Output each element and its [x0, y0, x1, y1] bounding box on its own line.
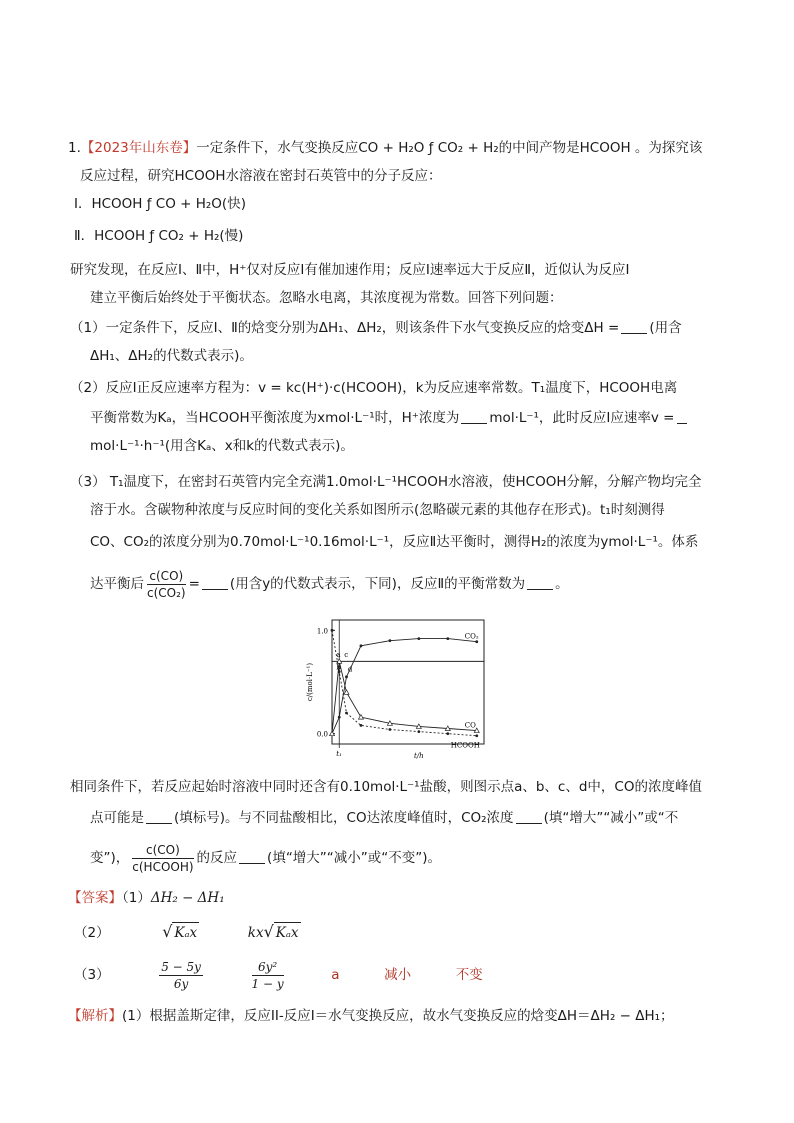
answer-line-3 [74, 955, 483, 995]
data-point [345, 712, 348, 715]
fraction-numerator: c(CO) [147, 568, 186, 585]
answer-2b: Kₐx [274, 922, 301, 943]
part-1-line-1 [70, 318, 682, 338]
point-label-a: a [336, 651, 341, 660]
question-line-4: 建立平衡后始终处于平衡状态。忽略水电离，其浓度视为常数。回答下列问题： [90, 290, 563, 306]
series-label: CO [464, 721, 476, 730]
data-point [475, 734, 478, 737]
y-tick-label: 0.0 [316, 730, 328, 739]
part-3-text-c: 。 [555, 576, 569, 592]
analysis-line [68, 1006, 674, 1026]
fraction-numerator: 5 − 5y [161, 959, 201, 974]
fraction-co-hcooh [132, 842, 193, 875]
answer-blank [461, 409, 487, 424]
data-point [344, 690, 349, 695]
answer-1-number: （1） [122, 890, 151, 906]
part-4-text-d: 变”)， [90, 850, 130, 866]
part-4-line-2 [90, 808, 678, 828]
part-3-text-b: (用含y的代数式表示，下同)，反应Ⅱ的平衡常数为 [229, 576, 526, 592]
data-point [475, 640, 478, 643]
question-line-2: 反应过程，研究HCOOH水溶液在密封石英管中的分子反应： [80, 168, 442, 184]
sqrt-icon: √ [263, 922, 274, 941]
fraction-numerator: 6y² [252, 959, 284, 976]
answer-blank [202, 575, 228, 590]
point-label-b: b [336, 663, 341, 672]
part-3-line-2: 溶于水。含碳物种浓度与反应时间的变化关系如图所示(忽略碳元素的其他存在形式)。t₁时刻测得 [90, 502, 665, 518]
answer-3a [159, 959, 203, 992]
answer-2b-prefix: kx [247, 925, 264, 941]
part-2-line-1: （2）反应Ⅰ正反应速率方程为：v = kc(H⁺)·c(HCOOH)，k为反应速率常数。T₁温度下，HCOOH电离 [70, 380, 678, 396]
question-number: 1. [68, 140, 81, 156]
part-2-line-3: mol·L⁻¹·h⁻¹(用含Kₐ、x和k的代数式表示)。 [90, 438, 354, 454]
answer-3b [252, 959, 284, 992]
part-4-text-b: (填标号)。与不同盐酸相比，CO达浓度峰值时，CO₂浓度 [174, 810, 514, 826]
data-point [360, 724, 363, 727]
analysis-text: (1）根据盖斯定律，反应II-反应I＝水气变换反应，故水气变换反应的焓变ΔH＝ΔH₂ − ΔH₁； [122, 1008, 674, 1024]
answer-line-2 [74, 922, 301, 943]
data-point [417, 730, 420, 733]
part-4-text-f: (填“增大”“减小”或“不变”)。 [267, 850, 442, 866]
data-point [358, 715, 363, 720]
part-2-text-a: 平衡常数为Kₐ，当HCOOH平衡浓度为xmol·L⁻¹时，H⁺浓度为 [90, 410, 460, 426]
data-point [389, 728, 392, 731]
reaction-2: Ⅱ．HCOOH ƒ CO₂ + H₂(慢) [74, 228, 244, 244]
point-label-c: c [344, 651, 349, 660]
part-2-text-b: mol·L⁻¹，此时反应Ⅰ应速率v = [489, 410, 675, 426]
series-line-CO [332, 661, 477, 733]
fraction-co-co2 [147, 568, 186, 601]
x-axis-label: t/h [414, 752, 424, 760]
data-point [446, 637, 449, 640]
part-3-line-1: （3） T₁温度下，在密封石英管内完全充满1.0mol·L⁻¹HCOOH水溶液，使HCOOH分解，分解产物均完全 [70, 474, 702, 490]
fraction-denominator: c(HCOOH) [132, 859, 194, 874]
answer-blank [677, 409, 687, 424]
part-3-text-a: 达平衡后 [90, 576, 144, 592]
data-point [389, 639, 392, 642]
answer-1: ΔH₂ − ΔH₁ [150, 890, 225, 906]
answer-3c: a [331, 967, 340, 983]
answer-blank [239, 849, 265, 864]
part-4-text-c: (填“增大”“减小”或“不 [543, 810, 679, 826]
series-label: CO₂ [464, 632, 479, 641]
part-4-text-a: 点可能是 [90, 810, 144, 826]
y-tick-label: 1.0 [316, 627, 328, 636]
data-point [338, 716, 341, 719]
data-point [331, 629, 334, 632]
data-point [360, 644, 363, 647]
series-line-HCOOH [332, 630, 477, 735]
fraction-denominator: 6y [173, 976, 189, 991]
answer-3d: 减小 [384, 967, 412, 983]
answer-2-number: （2） [74, 925, 110, 941]
sqrt-icon: √ [162, 922, 173, 941]
data-point [417, 637, 420, 640]
point-label-d: d [347, 665, 353, 674]
question-text: 一定条件下，水气变换反应CO + H₂O ƒ CO₂ + H₂的中间产物是HCOOH 。为探究该 [196, 140, 703, 156]
y-axis-label: c/(mol·L⁻¹) [306, 662, 314, 702]
reaction-1: Ⅰ．HCOOH ƒ CO + H₂O(快) [74, 196, 246, 212]
question-line-3: 研究发现，在反应Ⅰ、Ⅱ中，H⁺仅对反应Ⅰ有催加速作用；反应Ⅰ速率远大于反应Ⅱ，近似认为反应Ⅰ [70, 262, 630, 278]
answer-blank [146, 809, 172, 824]
part-1-line-2: ΔH₁、ΔH₂的代数式表示)。 [90, 348, 253, 364]
data-point [446, 732, 449, 735]
answer-2a: Kₐx [172, 922, 199, 943]
answer-label: 【答案】 [68, 890, 122, 906]
answer-blank [621, 319, 647, 334]
question-line-1 [68, 138, 702, 158]
concentration-time-chart [302, 616, 492, 764]
fraction-denominator: 1 − y [251, 976, 284, 991]
equals-sign: = [188, 576, 200, 592]
part-1-text: （1）一定条件下，反应Ⅰ、Ⅱ的焓变分别为ΔH₁、ΔH₂，则该条件下水气变换反应的焓变ΔH = [70, 320, 620, 336]
answer-line-1 [68, 888, 225, 908]
fraction-denominator: c(CO₂) [147, 585, 186, 600]
data-point [345, 675, 348, 678]
part-3-line-4 [90, 566, 569, 602]
part-2-line-2 [90, 408, 689, 428]
answer-3e: 不变 [455, 967, 483, 983]
t1-label: t₁ [336, 750, 342, 758]
answer-blank [527, 575, 553, 590]
source-tag: 【2023年山东卷】 [80, 140, 197, 156]
series-label: HCOOH [450, 741, 480, 750]
fraction-numerator: c(CO) [132, 842, 193, 859]
answer-3-number: （3） [74, 967, 110, 983]
part-4-line-3 [90, 840, 441, 876]
part-4-line-1: 相同条件下，若反应起始时溶液中同时还含有0.10mol·L⁻¹盐酸，则图示点a、b、c、d中，CO的浓度峰值 [70, 779, 702, 795]
part-3-line-3: CO、CO₂的浓度分别为0.70mol·L⁻¹0.16mol·L⁻¹，反应Ⅱ达平衡时，测得H₂的浓度为ymol·L⁻¹。体系 [90, 534, 699, 550]
part-1-text-b: (用含 [649, 320, 682, 336]
analysis-label: 【解析】 [68, 1008, 122, 1024]
part-4-text-e: 的反应 [196, 850, 238, 866]
answer-blank [516, 809, 542, 824]
